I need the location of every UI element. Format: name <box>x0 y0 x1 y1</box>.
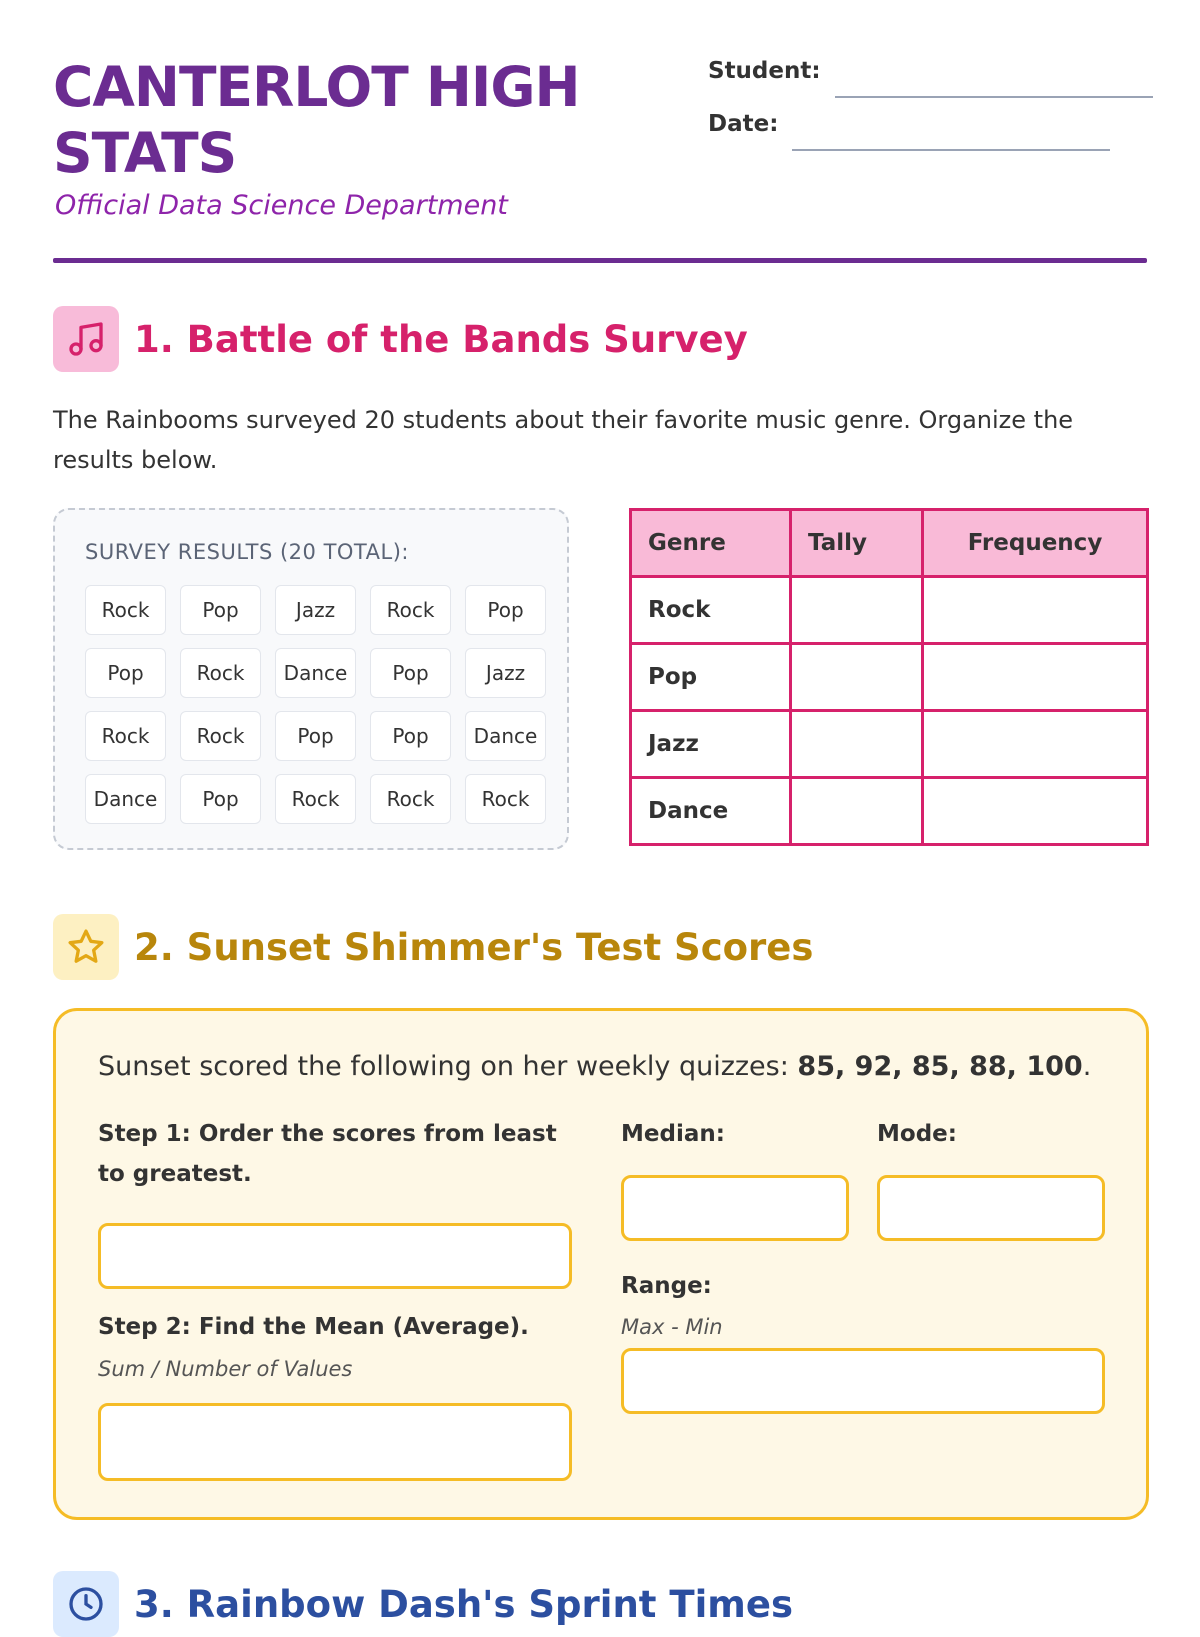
date-line[interactable] <box>792 149 1110 151</box>
survey-response-grid <box>85 585 546 824</box>
survey-response-chip: Pop <box>85 648 166 698</box>
survey-response-chip: Rock <box>85 585 166 635</box>
genre-cell: Pop <box>631 644 791 711</box>
range-label: Range: <box>621 1273 712 1299</box>
test-scores-box <box>53 1008 1149 1520</box>
section-3-header <box>53 1571 793 1637</box>
survey-response-chip: Rock <box>85 711 166 761</box>
tally-cell[interactable] <box>791 577 923 644</box>
header-divider <box>53 258 1147 263</box>
survey-response-chip: Pop <box>180 774 261 824</box>
genre-cell: Jazz <box>631 711 791 778</box>
survey-response-chip: Pop <box>275 711 356 761</box>
survey-response-chip: Dance <box>85 774 166 824</box>
header-frequency: Frequency <box>923 510 1148 577</box>
step-1-answer-box[interactable] <box>98 1223 572 1289</box>
survey-response-chip: Rock <box>465 774 546 824</box>
mean-answer-box[interactable] <box>98 1403 572 1481</box>
table-row <box>631 644 1148 711</box>
scores-values: 85, 92, 85, 88, 100 <box>797 1051 1083 1082</box>
survey-response-chip: Jazz <box>465 648 546 698</box>
genre-cell: Rock <box>631 577 791 644</box>
survey-response-chip: Jazz <box>275 585 356 635</box>
table-row <box>631 778 1148 845</box>
table-row <box>631 577 1148 644</box>
clock-icon <box>53 1571 119 1637</box>
frequency-cell[interactable] <box>923 644 1148 711</box>
survey-response-chip: Pop <box>370 711 451 761</box>
star-icon <box>53 914 119 980</box>
median-label: Median: <box>621 1121 725 1147</box>
table-header-row <box>631 510 1148 577</box>
survey-response-chip: Rock <box>180 648 261 698</box>
survey-response-chip: Rock <box>370 774 451 824</box>
section-1-header <box>53 306 748 372</box>
frequency-cell[interactable] <box>923 778 1148 845</box>
tally-cell[interactable] <box>791 711 923 778</box>
frequency-cell[interactable] <box>923 577 1148 644</box>
survey-response-chip: Pop <box>180 585 261 635</box>
header-tally: Tally <box>791 510 923 577</box>
survey-response-chip: Rock <box>180 711 261 761</box>
survey-response-chip: Dance <box>465 711 546 761</box>
table-row <box>631 711 1148 778</box>
scores-suffix: . <box>1082 1051 1092 1082</box>
step-2-label: Step 2: Find the Mean (Average). <box>98 1314 529 1340</box>
date-label: Date: <box>708 111 779 137</box>
survey-response-chip: Rock <box>370 585 451 635</box>
section-3-title: 3. Rainbow Dash's Sprint Times <box>134 1582 793 1626</box>
survey-response-chip: Rock <box>275 774 356 824</box>
section-1-intro: The Rainbooms surveyed 20 students about their favorite music genre. Organize the results below. <box>53 406 1074 474</box>
genre-cell: Dance <box>631 778 791 845</box>
mode-label: Mode: <box>877 1121 957 1147</box>
mode-answer-box[interactable] <box>877 1175 1105 1241</box>
frequency-table <box>629 508 1149 846</box>
scores-prefix: Sunset scored the following on her weekly quizzes: <box>98 1051 798 1082</box>
survey-results-box <box>53 508 569 850</box>
page-subtitle: Official Data Science Department <box>55 190 508 221</box>
tally-cell[interactable] <box>791 644 923 711</box>
date-field <box>708 111 1110 137</box>
student-field <box>708 58 1153 84</box>
survey-response-chip: Pop <box>370 648 451 698</box>
survey-response-chip: Pop <box>465 585 546 635</box>
range-hint: Max - Min <box>621 1315 723 1339</box>
step-2-hint: Sum / Number of Values <box>98 1357 353 1381</box>
student-label: Student: <box>708 58 821 84</box>
scores-statement <box>98 1051 1091 1082</box>
tally-cell[interactable] <box>791 778 923 845</box>
survey-results-label: SURVEY RESULTS (20 TOTAL): <box>85 540 409 564</box>
student-name-line[interactable] <box>835 96 1153 98</box>
page-title: CANTERLOT HIGH STATS <box>53 55 580 185</box>
median-answer-box[interactable] <box>621 1175 849 1241</box>
music-note-icon <box>53 306 119 372</box>
survey-response-chip: Dance <box>275 648 356 698</box>
step-1-label: Step 1: Order the scores from least to greatest. <box>98 1121 557 1187</box>
section-2-header <box>53 914 813 980</box>
header-genre: Genre <box>631 510 791 577</box>
section-2-title: 2. Sunset Shimmer's Test Scores <box>134 925 814 969</box>
frequency-cell[interactable] <box>923 711 1148 778</box>
section-1-title: 1. Battle of the Bands Survey <box>134 317 748 361</box>
range-answer-box[interactable] <box>621 1348 1105 1414</box>
